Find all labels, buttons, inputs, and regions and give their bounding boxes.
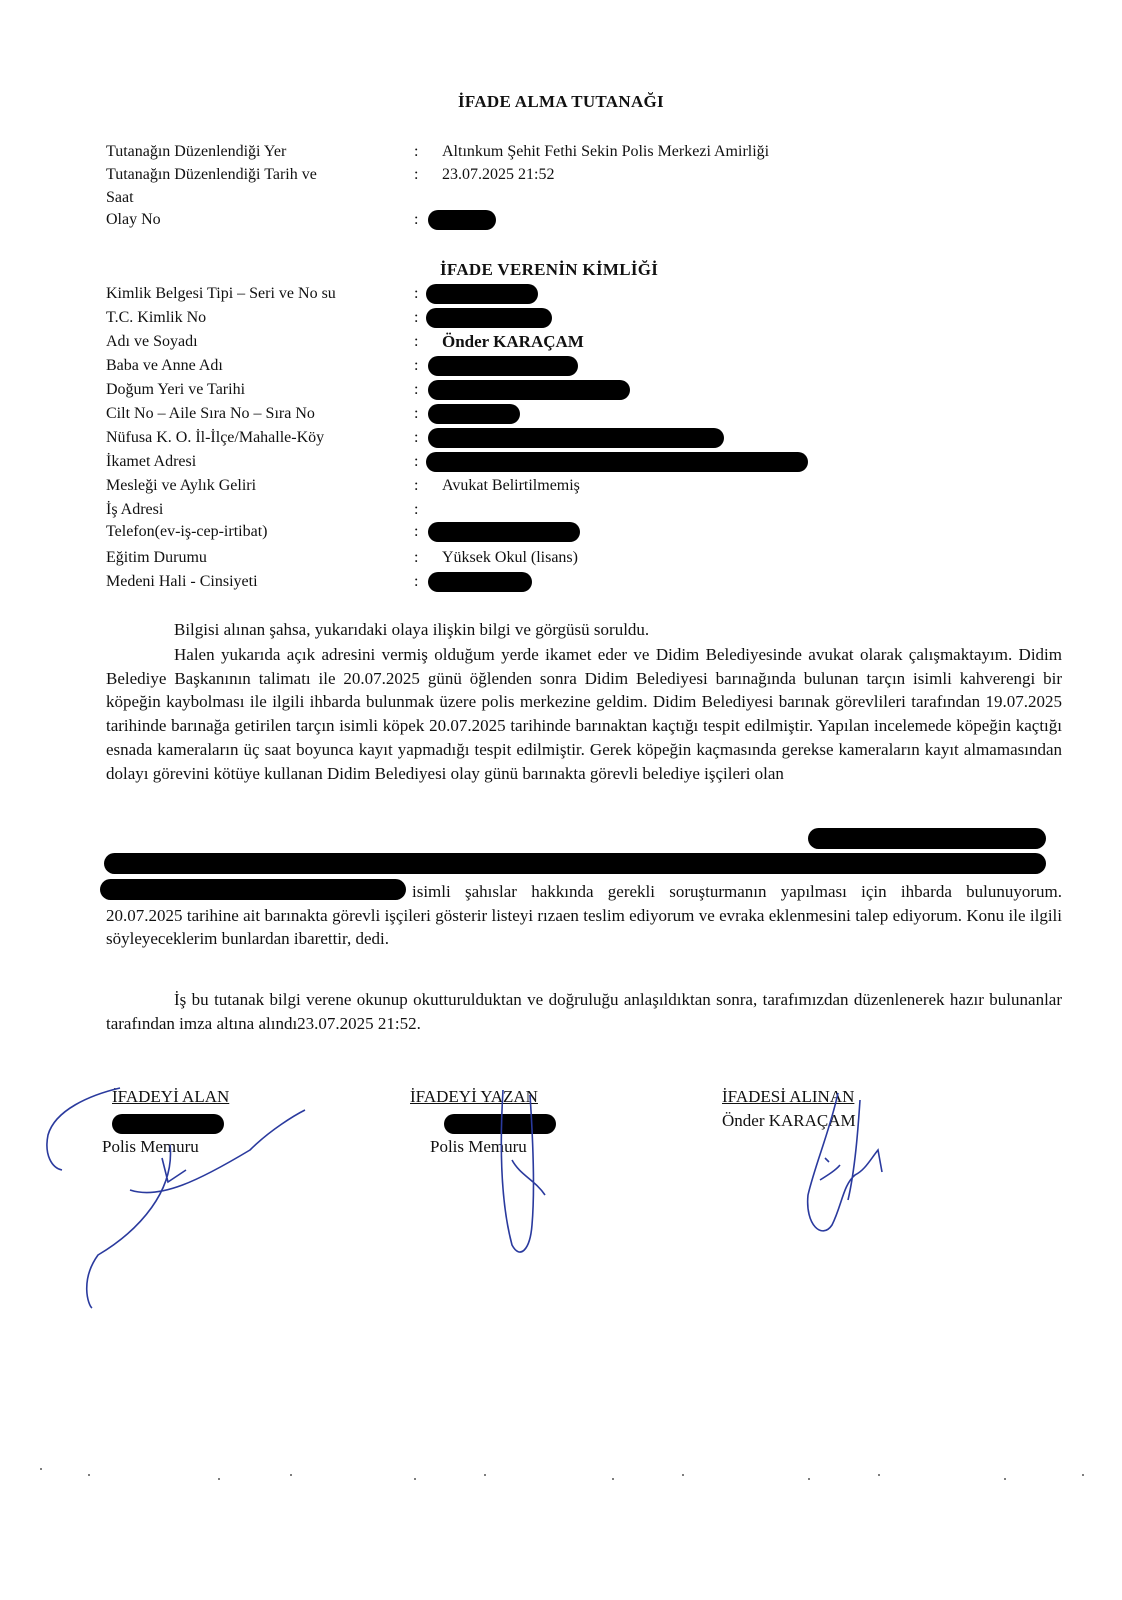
- field-colon: :: [414, 549, 419, 566]
- scan-dot: [878, 1474, 880, 1476]
- scan-dot: [808, 1478, 810, 1480]
- statement-intro-text: Bilgisi alınan şahsa, yukarıdaki olaya ilişkin bilgi ve görgüsü soruldu.: [174, 620, 650, 639]
- field-colon: :: [414, 285, 419, 302]
- signature-stroke-taker: [47, 1088, 305, 1308]
- field-colon: :: [414, 143, 419, 160]
- field-label: Tutanağın Düzenlendiği Tarih ve: [106, 166, 317, 183]
- scan-dot: [290, 1474, 292, 1476]
- field-value: Avukat Belirtilmemiş: [442, 477, 580, 494]
- scan-dot: [218, 1478, 220, 1480]
- statement-text-2: isimli şahıslar hakkında gerekli soruşturmanın yapılması için ihbarda bulunuyorum. 20.07.2025 tarihine ait barınakta görevli işçileri gösterir listeyi rızaen teslim ediyorum ve evraka eklenmesini talep ediyorum. Konu ile ilgili söyleyeceklerim bunlardan ibarettir, dedi.: [106, 882, 1062, 949]
- giver-heading: İFADESİ ALINAN: [722, 1087, 855, 1106]
- scan-dot: [414, 1478, 416, 1480]
- field-colon: :: [414, 523, 419, 540]
- identity-section-title: İFADE VERENİN KİMLİĞİ: [440, 260, 659, 279]
- field-label: Nüfusa K. O. İl-İlçe/Mahalle-Köy: [106, 429, 325, 446]
- closing-text: İş bu tutanak bilgi verene okunup okutturulduktan ve doğruluğu anlaşıldıktan sonra, tarafımızdan düzenlenerek hazır bulunanlar tarafından imza altına alındı23.07.2025 21:52.: [106, 990, 1062, 1033]
- field-colon: :: [414, 477, 419, 494]
- field-label: Baba ve Anne Adı: [106, 357, 223, 374]
- field-label: Cilt No – Aile Sıra No – Sıra No: [106, 405, 315, 422]
- signature-stroke-writer: [501, 1090, 545, 1252]
- signature-stroke-giver: [808, 1093, 882, 1231]
- scan-dot: [1082, 1474, 1084, 1476]
- field-colon: :: [414, 211, 419, 228]
- field-colon: :: [414, 501, 419, 518]
- giver-name: Önder KARAÇAM: [722, 1111, 856, 1130]
- field-colon: :: [414, 381, 419, 398]
- scan-dot: [88, 1474, 90, 1476]
- scan-dot: [1004, 1478, 1006, 1480]
- field-value: 23.07.2025 21:52: [442, 166, 555, 183]
- field-label: Eğitim Durumu: [106, 549, 207, 566]
- field-label: Mesleği ve Aylık Geliri: [106, 477, 257, 494]
- taker-heading: İFADEYİ ALAN: [112, 1087, 230, 1106]
- field-colon: :: [414, 357, 419, 374]
- field-label: Adı ve Soyadı: [106, 333, 198, 350]
- statement-text-1: Halen yukarıda açık adresini vermiş olduğum yerde ikamet eder ve Didim Belediyesinde avukat olarak çalışmaktayım. Didim Belediye Başkanının talimatı ile 20.07.2025 günü öğlenden sonra Didim Belediyesi barınağında bulunan tarçın isimli kahverengi bir köpeğin kaybolması ile ilgili ihbarda bulunmak üzere polis merkezine geldim. Didim Belediyesi barınak görevlileri tarafından 19.07.2025 tarihinde barınağa getirilen tarçın isimli köpek 20.07.2025 tarihinde barınaktan kaçtığı tespit edilmiştir. Yapılan incelemede köpeğin kaçtığı esnada kameraların üç saat boyunca kayıt yapmadığı tespit edilmiştir. Gerek köpeğin kaçmasında gerekse kameraların kayıt almamasından dolayı görevini kötüye kullanan Didim Belediyesi olay günü barınakta görevli belediye işçileri olan: [106, 645, 1062, 783]
- field-label: Olay No: [106, 211, 161, 228]
- field-colon: :: [414, 405, 419, 422]
- document-title: İFADE ALMA TUTANAĞI: [458, 92, 664, 111]
- field-colon: :: [414, 573, 419, 590]
- field-label: Tutanağın Düzenlendiği Yer: [106, 143, 287, 160]
- field-label: Doğum Yeri ve Tarihi: [106, 381, 246, 398]
- field-label: İş Adresi: [106, 501, 164, 518]
- field-colon: :: [414, 333, 419, 350]
- writer-role: Polis Memuru: [430, 1137, 527, 1156]
- field-label: Saat: [106, 189, 134, 206]
- scan-dot: [484, 1474, 486, 1476]
- field-value: Yüksek Okul (lisans): [442, 549, 578, 566]
- field-value: Önder KARAÇAM: [442, 332, 584, 351]
- field-label: Kimlik Belgesi Tipi – Seri ve No su: [106, 285, 336, 302]
- writer-heading: İFADEYİ YAZAN: [410, 1087, 538, 1106]
- field-label: İkamet Adresi: [106, 453, 197, 470]
- scan-dot: [682, 1474, 684, 1476]
- field-label: Medeni Hali - Cinsiyeti: [106, 573, 258, 590]
- scan-dot: [40, 1468, 42, 1470]
- field-label: Telefon(ev-iş-cep-irtibat): [106, 523, 268, 540]
- taker-role: Polis Memuru: [102, 1137, 199, 1156]
- field-colon: :: [414, 429, 419, 446]
- field-colon: :: [414, 453, 419, 470]
- field-label: T.C. Kimlik No: [106, 309, 207, 326]
- field-value: Altınkum Şehit Fethi Sekin Polis Merkezi Amirliği: [442, 143, 770, 160]
- field-colon: :: [414, 166, 419, 183]
- scan-dot: [612, 1478, 614, 1480]
- field-colon: :: [414, 309, 419, 326]
